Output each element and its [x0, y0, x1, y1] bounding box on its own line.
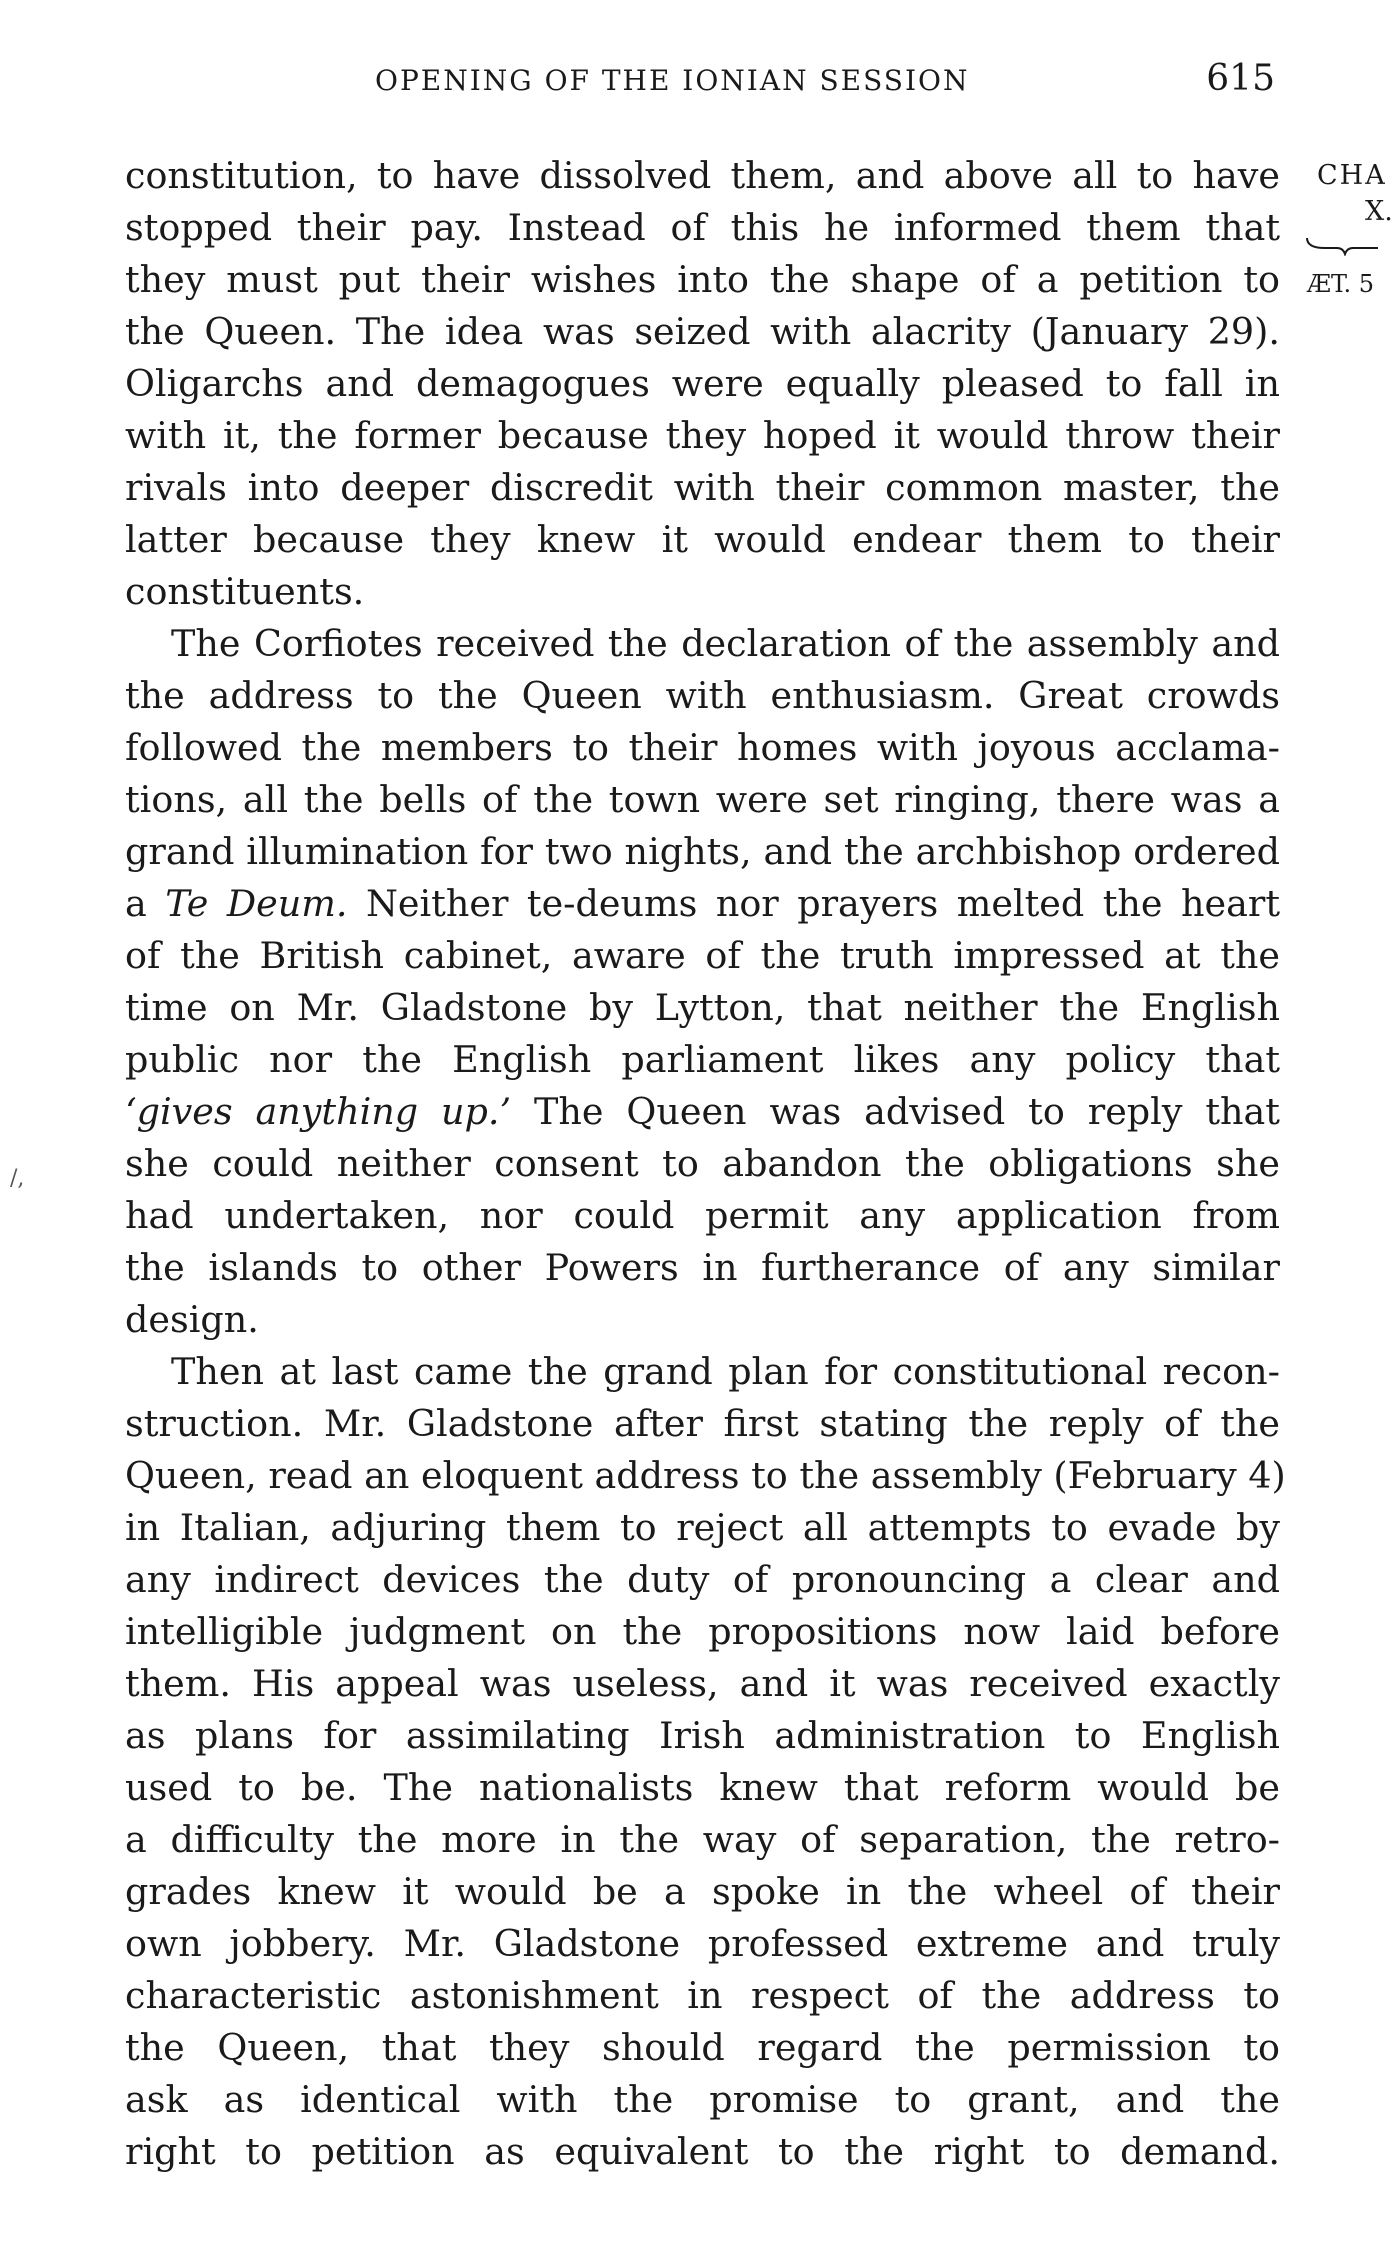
text-line: right to petition as equivalent to the right to demand. [125, 2130, 1280, 2173]
text-line: any indirect devices the duty of pronouncing a clear and [125, 1558, 1280, 1601]
text-line: Oligarchs and demagogues were equally pleased to fall in [125, 362, 1280, 405]
margin-chapter-label: CHA [1317, 160, 1387, 191]
text-line: she could neither consent to abandon the obligations she [125, 1142, 1280, 1185]
running-head [125, 58, 1275, 108]
text-line: the address to the Queen with enthusiasm. Great crowds [125, 674, 1280, 717]
text-line: characteristic astonishment in respect of the address to [125, 1974, 1280, 2017]
text-line: the islands to other Powers in furtherance of any similar [125, 1246, 1280, 1289]
margin-chapter-number: X. [1365, 196, 1393, 227]
text-line: used to be. The nationalists knew that reform would be [125, 1766, 1280, 1809]
stray-mark: /, [10, 1166, 25, 1191]
body-text [125, 150, 1286, 2178]
text-line: tions, all the bells of the town were set ringing, there was a [125, 778, 1280, 821]
text-line: in Italian, adjuring them to reject all attempts to evade by [125, 1506, 1280, 1549]
text-line: time on Mr. Gladstone by Lytton, that neither the English [125, 986, 1280, 1029]
text-line: latter because they knew it would endear them to their [125, 518, 1280, 561]
text-line: the Queen. The idea was seized with alacrity (January 29). [125, 310, 1280, 353]
text-fragment: Neither te-deums nor prayers melted the heart [365, 882, 1280, 925]
italic-te-deum: Te Deum. [165, 882, 348, 925]
text-line: as plans for assimilating Irish administration to English [125, 1714, 1280, 1757]
paragraph-2 [125, 618, 1280, 1346]
text-line-mixed [125, 878, 1280, 930]
text-line: intelligible judgment on the propositions now laid before [125, 1610, 1280, 1653]
margin-age: ÆT. 5 [1307, 270, 1375, 298]
text-line: own jobbery. Mr. Gladstone professed extreme and truly [125, 1922, 1280, 1965]
margin-note [1305, 160, 1395, 320]
running-head-title: OPENING OF THE IONIAN SESSION [375, 64, 970, 97]
page-number: 615 [1206, 58, 1275, 99]
text-line: constituents. [125, 570, 365, 613]
text-line: them. His appeal was useless, and it was received exactly [125, 1662, 1280, 1705]
text-line: rivals into deeper discredit with their common master, the [125, 466, 1280, 509]
paragraph-3 [125, 1346, 1286, 2178]
text-line: had undertaken, nor could permit any application from [125, 1194, 1280, 1237]
italic-quote: ‘gives anything up.’ [125, 1090, 512, 1133]
paragraph-1 [125, 150, 1280, 618]
text-line: Queen, read an eloquent address to the assembly (February 4) [125, 1454, 1286, 1497]
text-line: a difficulty the more in the way of separation, the retro- [125, 1818, 1280, 1861]
text-fragment: a [125, 882, 147, 925]
text-line: followed the members to their homes with joyous acclama- [125, 726, 1280, 769]
text-line: struction. Mr. Gladstone after first stating the reply of the [125, 1402, 1280, 1445]
text-line: of the British cabinet, aware of the truth impressed at the [125, 934, 1280, 977]
text-line: The Corfiotes received the declaration of the assembly and [171, 622, 1280, 665]
text-line: public nor the English parliament likes any policy that [125, 1038, 1280, 1081]
text-line: stopped their pay. Instead of this he informed them that [125, 206, 1280, 249]
text-line: constitution, to have dissolved them, and above all to have [125, 154, 1280, 197]
text-line: grand illumination for two nights, and the archbishop ordered [125, 830, 1280, 873]
text-line: grades knew it would be a spoke in the wheel of their [125, 1870, 1280, 1913]
brace-icon [1305, 236, 1380, 256]
text-line-mixed [125, 1086, 1280, 1138]
text-line: design. [125, 1298, 259, 1341]
text-line: ask as identical with the promise to grant, and the [125, 2078, 1280, 2121]
text-fragment: The Queen was advised to reply that [534, 1090, 1280, 1133]
text-line: the Queen, that they should regard the permission to [125, 2026, 1280, 2069]
text-line: with it, the former because they hoped it would throw their [125, 414, 1280, 457]
text-line: Then at last came the grand plan for constitutional recon- [171, 1350, 1280, 1393]
text-line: they must put their wishes into the shape of a petition to [125, 258, 1280, 301]
